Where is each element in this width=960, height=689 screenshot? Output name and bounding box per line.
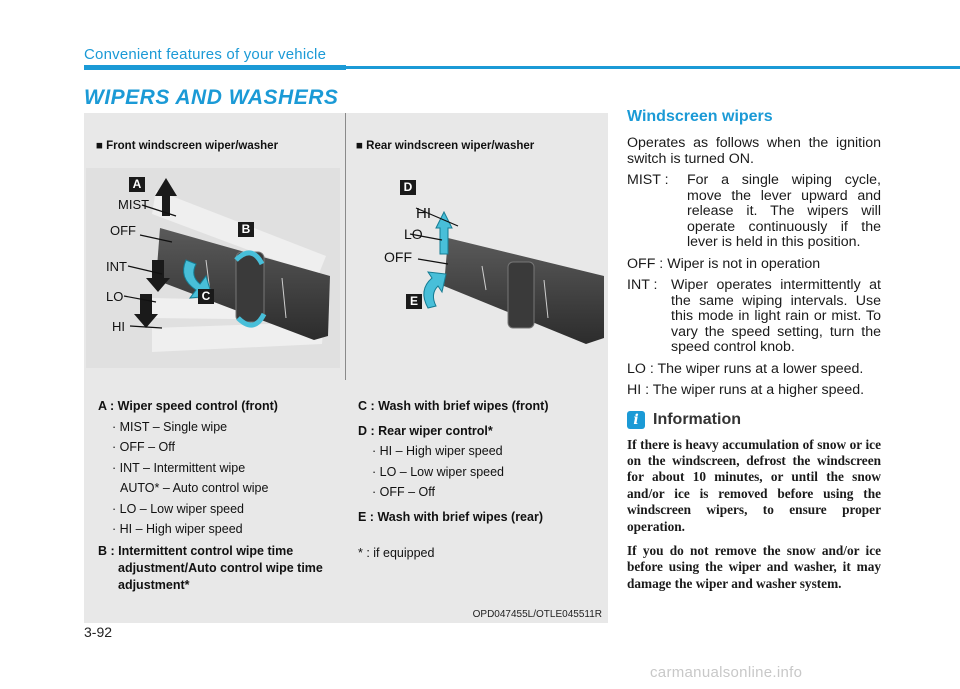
front-label-off: OFF [110,223,136,238]
information-paragraph: If you do not remove the snow and/or ice before using the wiper and washer, it may damage the wiper and washer system. [627,542,881,591]
mode-mist-key: MIST : [627,172,669,188]
information-title: Information [653,410,741,428]
mode-mist-text: For a single wiping cycle, move the lever upward and release it. The wipers will operate continuously if the lever is held in this position. [687,172,881,250]
front-label-hi: HI [112,319,125,334]
legend-a-item: · MIST – Single wipe [112,419,228,434]
windscreen-wipers-heading: Windscreen wipers [627,108,773,125]
mode-int-key: INT : [627,277,658,293]
callout-c: C [198,289,214,304]
panel-divider [345,113,346,380]
figure-panel [84,113,608,623]
mode-hi: HI : The wiper runs at a higher speed. [627,382,865,398]
front-label-mist: MIST [118,197,150,212]
page-title: WIPERS AND WASHERS [84,86,339,109]
intro-text: Operates as follows when the ignition switch is turned ON. [627,135,881,167]
callout-e: E [406,294,422,309]
legend-a-item: · INT – Intermittent wipe [112,460,246,475]
watermark: carmanualsonline.info [650,664,803,681]
information-paragraph: If there is heavy accumulation of snow or ice on the windscreen, defrost the windscreen for about 10 minutes, or until the snow and/or ice is removed before using the windscreen wipers, to ensure proper operation. [627,436,881,534]
legend-a-item: · LO – Low wiper speed [112,501,245,516]
callout-b: B [238,222,254,237]
rear-label-lo: LO [404,226,423,242]
header-rule [84,66,960,69]
legend-d-item: · LO – Low wiper speed [372,464,505,479]
callout-d: D [400,180,416,195]
front-label-lo: LO [106,289,124,304]
legend-d-item: · OFF – Off [372,485,435,499]
mode-lo: LO : The wiper runs at a lower speed. [627,360,864,377]
front-diagram-caption: ■ Front windscreen wiper/washer [96,140,279,152]
legend-left [98,396,334,594]
info-icon: i [627,411,645,429]
right-column [627,108,881,592]
legend-right [358,396,598,564]
footnote: * : if equipped [358,546,435,560]
rear-diagram-caption: ■ Rear windscreen wiper/washer [356,140,535,152]
callout-a: A [129,177,145,192]
legend-c-title: C : Wash with brief wipes (front) [358,399,549,413]
legend-d-title: D : Rear wiper control* [358,423,493,438]
legend-a-item: · HI – High wiper speed [112,522,243,536]
legend-d-item: · HI – High wiper speed [372,444,503,458]
figure-ref-code: OPD047455L/OTLE045511R [472,609,602,620]
legend-a-item: · OFF – Off [112,440,175,454]
legend-e-title: E : Wash with brief wipes (rear) [358,509,543,524]
information-header [627,411,881,429]
page-number: 3-92 [84,624,113,640]
mode-mist [627,173,881,251]
legend-a-title: A : Wiper speed control (front) [98,399,278,413]
legend-b-title: B : Intermittent control wipe time adjustment/Auto control wipe time adjustment* [98,543,323,592]
rear-wiper-diagram [348,168,606,378]
legend-a-item: AUTO* – Auto control wipe [120,481,269,495]
section-header: Convenient features of your vehicle [84,46,327,63]
mode-int-text: Wiper operates intermittently at the same wiping intervals. Use this mode in light rain or mist. To vary the speed setting, turn the speed control knob. [671,277,881,355]
rear-label-hi: HI [416,205,431,222]
mode-int [627,278,881,356]
rear-label-off: OFF [384,249,412,265]
front-label-int: INT [106,259,127,274]
mode-off: OFF : Wiper is not in operation [627,255,821,272]
